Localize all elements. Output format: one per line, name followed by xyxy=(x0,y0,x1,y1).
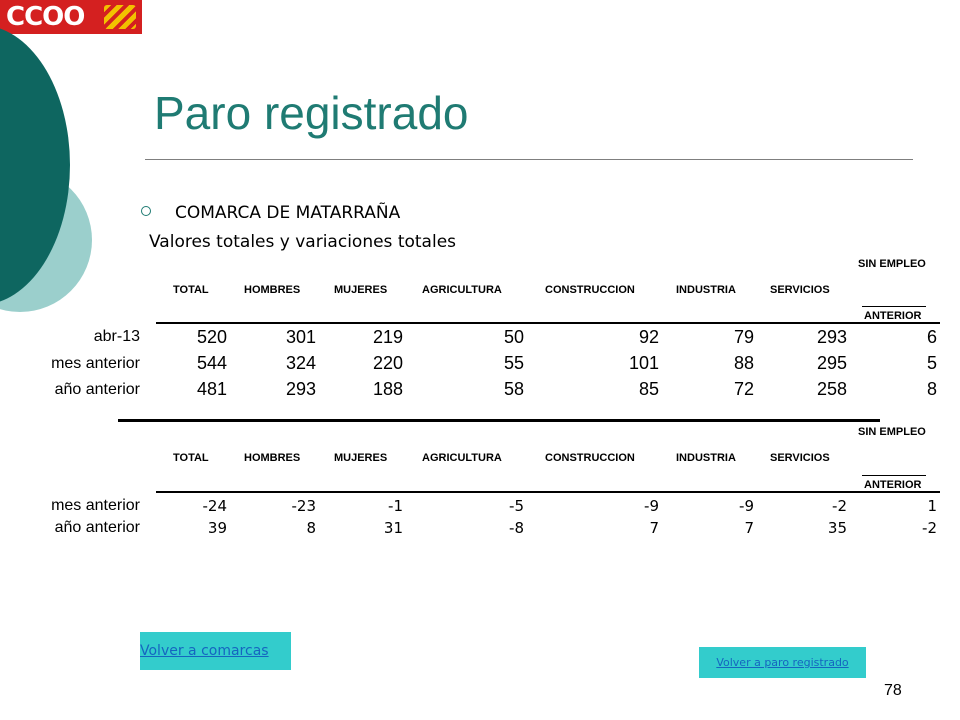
table-cell: 31 xyxy=(383,519,403,537)
table-cell: 301 xyxy=(285,327,316,347)
table-cell: 8 xyxy=(306,519,316,537)
header-underline xyxy=(862,306,926,307)
table-cell: 295 xyxy=(816,353,847,373)
table-cell: 544 xyxy=(196,353,227,373)
back-to-comarcas-button[interactable]: Volver a comarcas xyxy=(140,632,291,670)
header-sin-empleo: SIN EMPLEO xyxy=(858,258,926,270)
table-cell: 7 xyxy=(649,519,659,537)
table-cell: -8 xyxy=(509,519,524,537)
section-divider xyxy=(118,419,880,422)
row-label: mes anterior xyxy=(51,355,140,372)
header-industria: INDUSTRIA xyxy=(676,284,736,296)
table-cell: 5 xyxy=(926,353,937,373)
table-cell: 220 xyxy=(372,353,403,373)
table-cell: 58 xyxy=(503,379,524,399)
header-rule xyxy=(156,491,940,493)
table-cell: -1 xyxy=(388,497,403,515)
table-cell: 50 xyxy=(503,327,524,347)
table-cell: 481 xyxy=(196,379,227,399)
page-title: Paro registrado xyxy=(154,87,469,139)
table-cell: -5 xyxy=(509,497,524,515)
table-cell: 219 xyxy=(372,327,403,347)
back-to-paro-registrado-button[interactable]: Volver a paro registrado xyxy=(699,647,866,678)
table-cell: 39 xyxy=(207,519,227,537)
bullet-circle-icon xyxy=(141,206,151,216)
header-agricultura: AGRICULTURA xyxy=(422,452,502,464)
row-label: año anterior xyxy=(54,519,140,536)
header-mujeres: MUJERES xyxy=(334,284,388,296)
header-servicios: SERVICIOS xyxy=(770,284,830,296)
table-cell: 324 xyxy=(285,353,316,373)
table-cell: 293 xyxy=(285,379,316,399)
table-cell: 79 xyxy=(733,327,754,347)
table-cell: -23 xyxy=(291,497,316,515)
table-cell: 6 xyxy=(926,327,937,347)
table-cell: 8 xyxy=(926,379,937,399)
header-underline xyxy=(862,475,926,476)
header-mujeres: MUJERES xyxy=(334,452,388,464)
header-sin-empleo: SIN EMPLEO xyxy=(858,426,926,438)
header-industria: INDUSTRIA xyxy=(676,452,736,464)
page-number: 78 xyxy=(884,682,902,699)
header-agricultura: AGRICULTURA xyxy=(422,284,502,296)
row-label: mes anterior xyxy=(51,497,140,514)
header-hombres: HOMBRES xyxy=(244,284,301,296)
table-cell: 188 xyxy=(372,379,403,399)
table-cell: -2 xyxy=(832,497,847,515)
header-anterior: ANTERIOR xyxy=(864,310,922,322)
table-cell: 55 xyxy=(503,353,524,373)
header-total: TOTAL xyxy=(173,284,209,296)
table-cell: 7 xyxy=(744,519,754,537)
logo-text: CCOO xyxy=(6,2,85,32)
row-label: año anterior xyxy=(54,381,140,398)
table-cell: 85 xyxy=(638,379,659,399)
table-cell: 101 xyxy=(628,353,659,373)
header-anterior: ANTERIOR xyxy=(864,479,922,491)
bullet-text: COMARCA DE MATARRAÑA xyxy=(175,203,401,223)
header-construccion: CONSTRUCCION xyxy=(545,452,635,464)
table-cell: -2 xyxy=(922,519,937,537)
table-cell: 520 xyxy=(196,327,227,347)
title-divider xyxy=(145,159,913,160)
header-rule xyxy=(156,322,940,324)
table-cell: -9 xyxy=(739,497,754,515)
table-cell: 258 xyxy=(816,379,847,399)
header-construccion: CONSTRUCCION xyxy=(545,284,635,296)
table-cell: 72 xyxy=(733,379,754,399)
header-hombres: HOMBRES xyxy=(244,452,301,464)
header-total: TOTAL xyxy=(173,452,209,464)
table-cell: 1 xyxy=(927,497,937,515)
bullet-item xyxy=(141,203,400,223)
row-label: abr-13 xyxy=(93,328,140,345)
table-cell: 92 xyxy=(638,327,659,347)
table-cell: 88 xyxy=(733,353,754,373)
table-cell: -9 xyxy=(644,497,659,515)
table-cell: -24 xyxy=(202,497,227,515)
table-cell: 293 xyxy=(816,327,847,347)
table-cell: 35 xyxy=(827,519,847,537)
header-servicios: SERVICIOS xyxy=(770,452,830,464)
subtitle: Valores totales y variaciones totales xyxy=(149,232,457,252)
